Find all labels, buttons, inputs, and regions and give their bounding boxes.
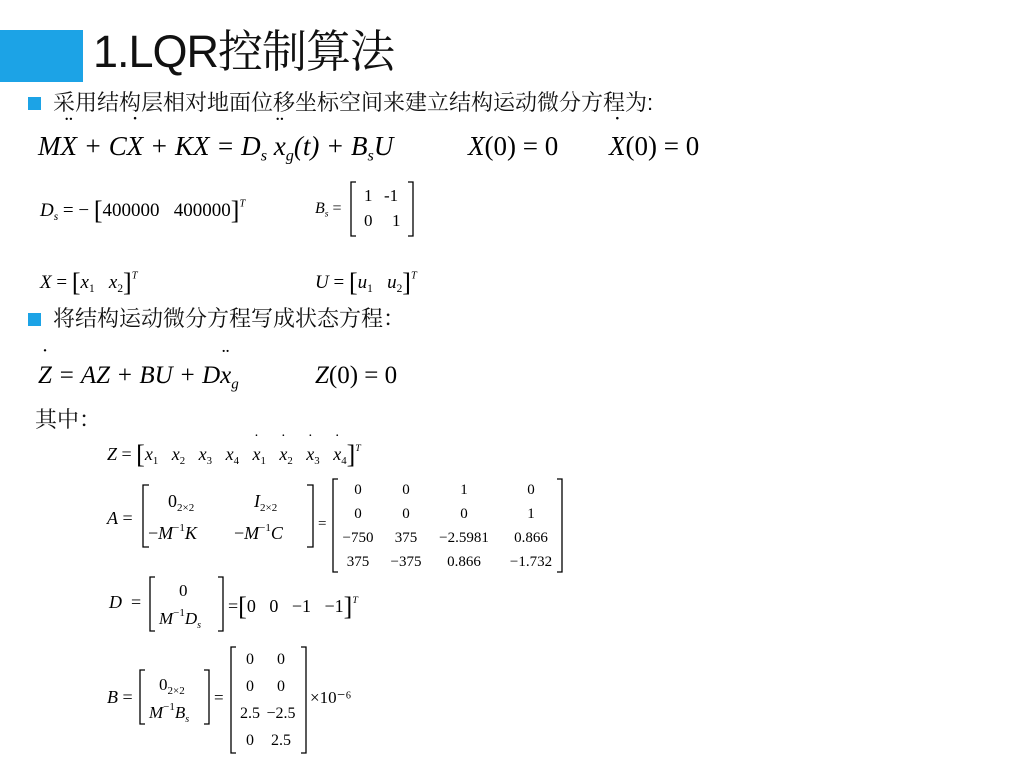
A-cell: 0 <box>527 482 535 498</box>
A-block-matrix <box>140 483 316 549</box>
A-cell: 0.866 <box>514 530 548 546</box>
state-equation: ˙ Z = AZ + BU + D¨ $x_g$ <box>38 362 239 393</box>
equals-sign: = <box>214 688 224 707</box>
bullet-text-1: 采用结构层相对地面位移坐标空间来建立结构运动微分方程为: <box>53 90 654 115</box>
slide-title: 1.LQR控制算法 <box>93 26 395 77</box>
A-cell: 0 <box>460 506 468 522</box>
state-initial-condition: Z(0) = 0 <box>315 362 398 389</box>
svg-text:M−1Bs: $M^{-1}B_s$ <box>149 701 190 725</box>
A-cell: −750 <box>342 530 374 546</box>
Bs-cell: 1 <box>392 211 401 230</box>
B-cell: 0 <box>277 678 285 695</box>
U-definition: $U = [u_1$ $u_2]^T$ <box>315 268 417 297</box>
Ds-entry-1: 400000 <box>102 200 160 221</box>
A-cell: −2.5981 <box>439 530 489 546</box>
A-cell: 0.866 <box>447 554 481 570</box>
A-cell: 0 <box>354 506 362 522</box>
equation-of-motion: M¨ X + C˙ X + KX = $D_s$ ¨ $x_g(t) + B_sU$ <box>38 131 393 166</box>
B-cell: −2.5 <box>266 705 296 722</box>
svg-text:−M−1C: $-M^{-1}C$ <box>234 522 283 543</box>
title-accent-bar <box>0 30 83 82</box>
B-cell: 2.5 <box>240 705 260 722</box>
B-block-vector <box>137 668 213 726</box>
Bs-label: $B_s$ = <box>315 200 342 220</box>
svg-text:M−1Ds: $M^{-1}D_s$ <box>159 607 202 631</box>
D-vector-values: =[0 0 −1 −1]$^T$ <box>228 592 358 621</box>
Ds-entry-2: 400000 <box>173 200 231 221</box>
A-cell: 375 <box>346 554 370 570</box>
A-label: A = <box>107 508 133 528</box>
svg-text:0: 0 <box>179 581 188 600</box>
svg-text:−M−1K: $-M^{-1}K$ <box>148 522 197 543</box>
D-label: D = <box>109 592 142 612</box>
initial-condition-x: X(0) = 0 <box>468 131 559 161</box>
Ds-definition: $D_s$ = − [400000 400000]$^T$ <box>40 196 246 225</box>
B-numeric-matrix <box>228 645 310 755</box>
B-label: B = <box>107 687 133 707</box>
svg-text:I2×2: $I_{2\times 2}$ <box>254 491 278 514</box>
Bs-cell: 1 <box>364 186 373 205</box>
bullet-square-icon <box>28 313 41 326</box>
A-cell: −375 <box>390 554 422 570</box>
Bs-matrix <box>348 180 420 238</box>
initial-condition-xdot: ˙ X(0) = 0 <box>609 131 699 162</box>
B-cell: 0 <box>246 732 254 749</box>
A-cell: 1 <box>527 506 535 522</box>
Z-definition: $Z = [x_1$ $x_2$ $x_3$ $x_4$ ˙ $x_1$ ˙ $x_2$ ˙ $x_3$ ˙ $x_4]^T$ <box>107 440 361 470</box>
A-cell: 375 <box>394 530 418 546</box>
A-numeric-matrix <box>330 477 566 574</box>
D-block-vector <box>147 575 227 633</box>
X-definition: $X = [x_1$ $x_2]^T$ <box>40 268 138 297</box>
B-cell: 0 <box>246 678 254 695</box>
B-scale-factor: ×10⁻⁶ <box>310 688 352 707</box>
where-label: 其中： <box>35 407 102 432</box>
bullet-square-icon <box>28 97 41 110</box>
B-cell: 0 <box>277 651 285 668</box>
A-cell: −1.732 <box>509 554 553 570</box>
equals-sign: = <box>318 516 327 532</box>
bullet-text-2: 将结构运动微分方程写成状态方程： <box>53 306 406 331</box>
A-cell: 0 <box>402 506 410 522</box>
svg-text:02×2: $0_{2\times 2}$ <box>159 675 185 697</box>
Bs-cell: 0 <box>364 211 373 230</box>
A-cell: 1 <box>460 482 468 498</box>
A-cell: 0 <box>354 482 362 498</box>
B-cell: 2.5 <box>271 732 291 749</box>
Bs-cell: -1 <box>384 186 399 205</box>
svg-text:02×2: $0_{2\times 2}$ <box>168 491 195 514</box>
A-cell: 0 <box>402 482 410 498</box>
B-cell: 0 <box>246 651 254 668</box>
